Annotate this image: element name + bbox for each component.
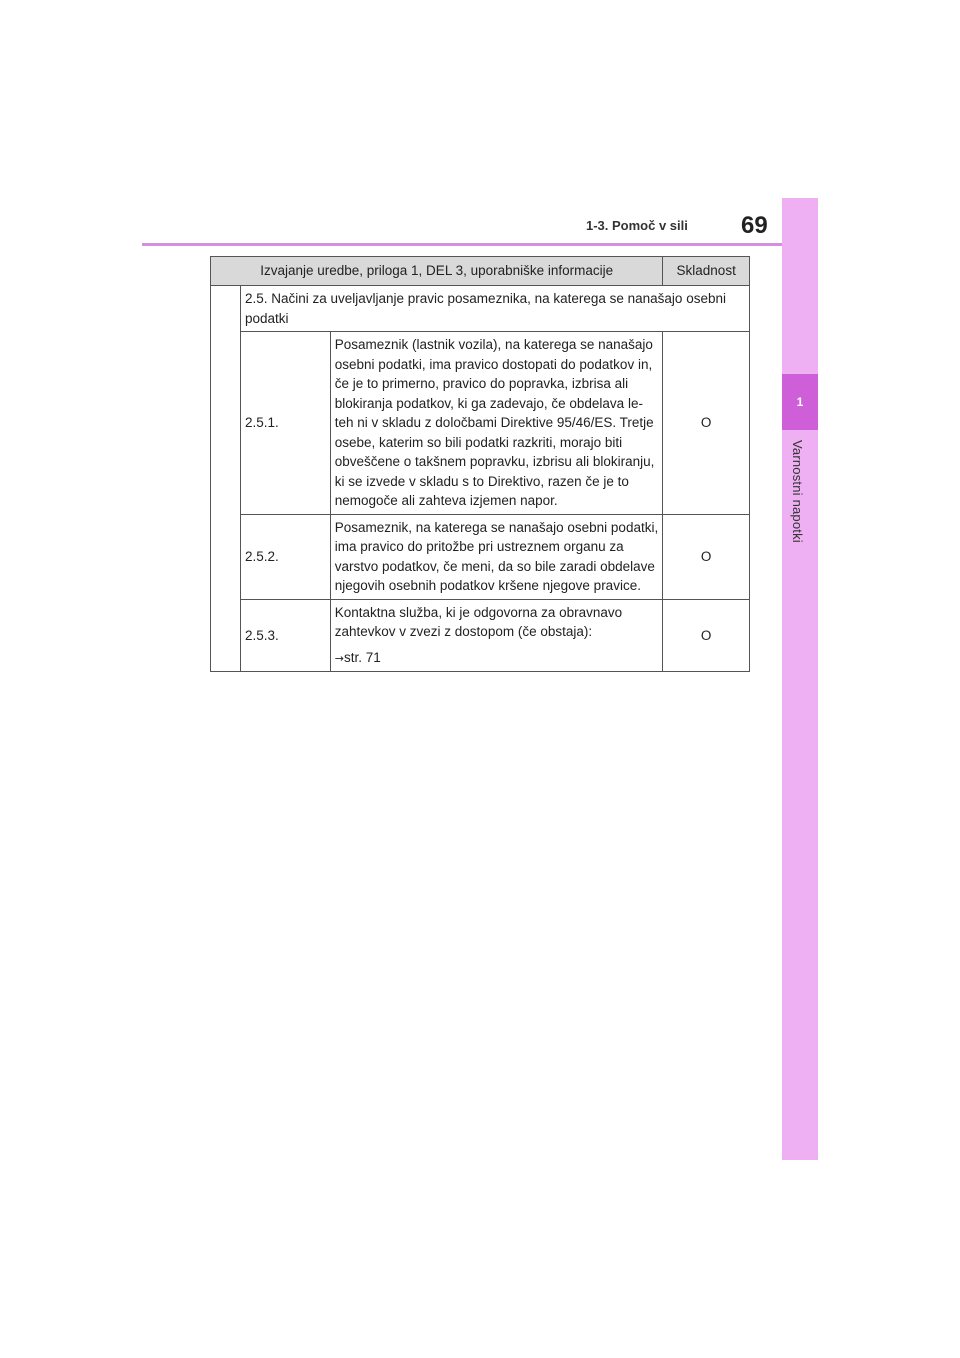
header-divider [142,243,782,246]
page-reference-text: str. 71 [343,649,381,665]
table-row [211,332,750,515]
row-compliance: O [663,599,750,672]
blank-cell [211,286,241,672]
table-section-row [211,286,750,332]
chapter-sidebar [782,198,818,1160]
row-number: 2.5.2. [240,514,330,599]
table-row [211,514,750,599]
table-row [211,599,750,672]
row-text-cell [330,599,663,672]
row-text: Kontaktna služba, ki je odgovorna za obravnavo zahtevkov v zvezi z dostopom (če obstaja): [334,604,623,639]
row-number: 2.5.1. [240,332,330,515]
row-number: 2.5.3. [240,599,330,672]
row-compliance: O [663,514,750,599]
chapter-tab[interactable]: 1 [782,374,818,430]
section-cell: 2.5. Načini za uveljavljanje pravic posameznika, na katerega se nanašajo osebni podatki [240,286,749,332]
chapter-label: Varnostni napotki [790,440,805,543]
row-text: Posameznik (lastnik vozila), na katerega se nanašajo osebni podatki, ima pravico dostopati do podatkov in, če je to primerno, pravico do popravka, izbrisa ali blokiranja podatkov, ki ga zadevajo, če obdelava le-teh ni v skladu z določbami Direktive 95/46/ES. Tretje osebe, katerim so bili podatki razkriti, morajo biti obveščene o takšnem popravku, izbrisu ali blokiranju, ki se izvede v skladu s to Direktivo, razen če je to nemogoče ali zahteva izjemen napor. [330,332,663,515]
table-header-row [211,257,750,286]
header-compliance: Skladnost [663,257,750,286]
compliance-table [210,256,750,672]
page-reference[interactable] [335,648,659,669]
header-main: Izvajanje uredbe, priloga 1, DEL 3, uporabniške informacije [211,257,663,286]
row-text: Posameznik, na katerega se nanašajo osebni podatki, ima pravico do pritožbe pri ustreznem organu za varstvo podatkov, če meni, da so bile zaradi obdelave njegovih osebnih podatkov kršene njegove pravice. [330,514,663,599]
page-number: 69 [741,212,768,239]
arrow-right-icon: → [334,651,344,665]
row-compliance: O [663,332,750,515]
section-title: 1-3. Pomoč v sili [586,218,688,233]
